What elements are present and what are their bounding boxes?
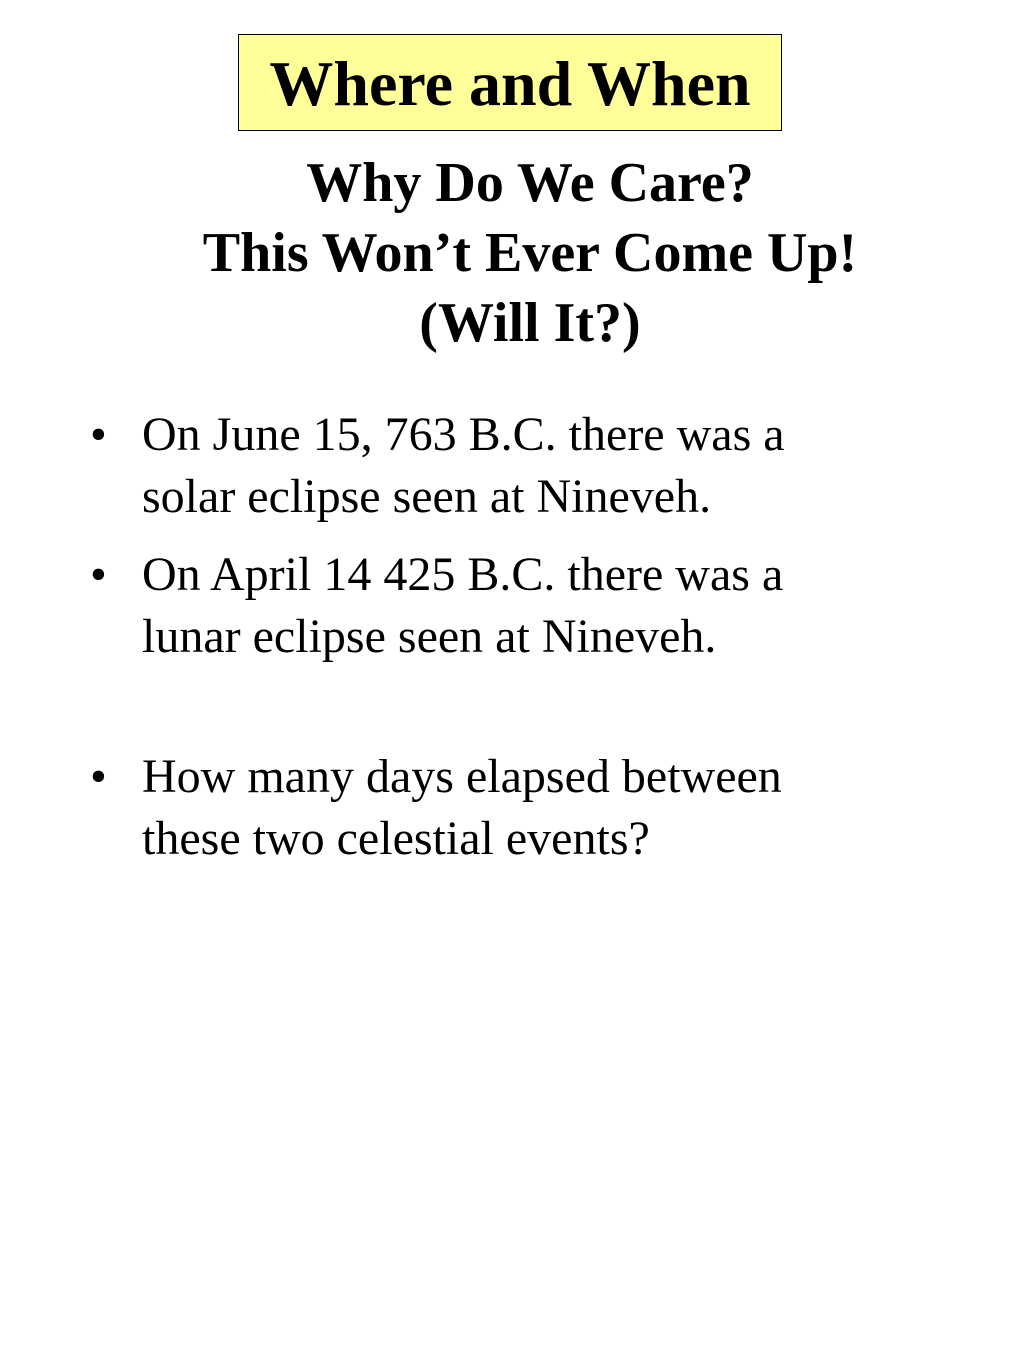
subtitle-line: This Won’t Ever Come Up! (202, 222, 858, 284)
bullet-text-line: these two celestial events? (142, 812, 650, 865)
bullet-item (84, 544, 944, 668)
bullet-text-line: lunar eclipse seen at Nineveh. (142, 610, 717, 663)
bullet-list (84, 404, 944, 886)
subtitle-line: Why Do We Care? (306, 152, 754, 214)
bullet-dot-icon: • (90, 548, 107, 601)
bullet-text-line: solar eclipse seen at Nineveh. (142, 470, 712, 523)
slide-title: Where and When (269, 47, 751, 119)
bullet-text-line: How many days elapsed between (142, 750, 782, 803)
bullet-dot-icon: • (90, 750, 107, 803)
bullet-text-line: On April 14 425 B.C. there was a (142, 548, 784, 601)
slide-subtitle (100, 148, 960, 358)
subtitle-line: (Will It?) (419, 292, 641, 354)
bullet-item (84, 746, 944, 870)
bullet-text-line: On June 15, 763 B.C. there was a (142, 408, 785, 461)
bullet-dot-icon: • (90, 408, 107, 461)
title-box (238, 34, 782, 131)
bullet-item (84, 404, 944, 528)
